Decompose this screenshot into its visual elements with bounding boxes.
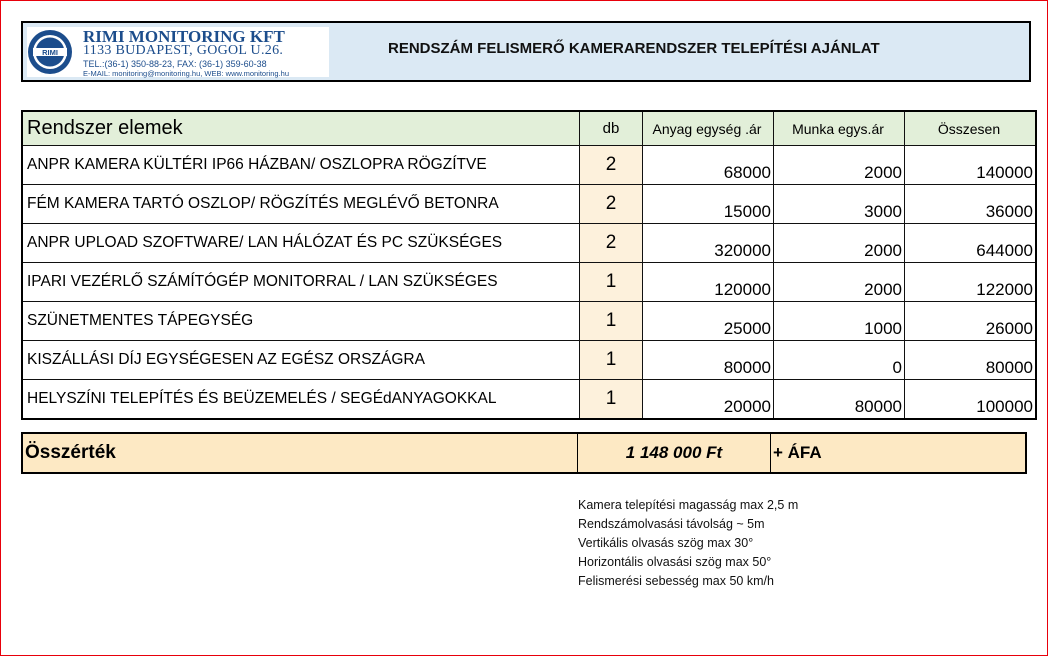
item-material-price: 25000	[723, 319, 771, 338]
item-labor-price: 1000	[864, 319, 902, 338]
table-row	[22, 302, 1036, 341]
table-row	[22, 185, 1036, 224]
note-item: Rendszámolvasási távolság ~ 5m	[578, 517, 765, 531]
header-labor-price: Munka egys.ár	[774, 111, 905, 146]
item-total: 140000	[976, 163, 1033, 182]
company-name: RIMI MONITORING KFT	[83, 27, 285, 46]
logo-emblem-text: RIMI	[42, 48, 58, 57]
item-name: IPARI VEZÉRLŐ SZÁMÍTÓGÉP MONITORRAL / LAN SZÜKSÉGES	[22, 263, 580, 302]
total-row	[21, 432, 1027, 474]
note-item: Horizontális olvasási szög max 50°	[578, 555, 772, 569]
item-total: 36000	[985, 202, 1033, 221]
total-value: 1 148 000 Ft	[578, 434, 771, 472]
table-row	[22, 380, 1036, 420]
item-qty: 1	[580, 302, 643, 341]
item-name: ANPR UPLOAD SZOFTWARE/ LAN HÁLÓZAT ÉS PC SZÜKSÉGES	[22, 224, 580, 263]
item-total: 80000	[985, 358, 1033, 377]
item-qty: 1	[580, 380, 643, 420]
item-qty: 2	[580, 146, 643, 185]
item-name: SZÜNETMENTES TÁPEGYSÉG	[22, 302, 580, 341]
item-labor-price: 0	[892, 358, 902, 377]
item-name: HELYSZÍNI TELEPÍTÉS ÉS BEÜZEMELÉS / SEGÉdANYAGOKKAL	[22, 380, 580, 420]
table-row	[22, 224, 1036, 263]
item-qty: 1	[580, 263, 643, 302]
header-qty: db	[580, 111, 643, 146]
item-labor-price: 3000	[864, 202, 902, 221]
item-qty: 2	[580, 224, 643, 263]
item-material-price: 80000	[723, 358, 771, 377]
table-row	[22, 146, 1036, 185]
note-item: Kamera telepítési magasság max 2,5 m	[578, 498, 799, 512]
item-material-price: 320000	[714, 241, 771, 260]
item-total: 26000	[985, 319, 1033, 338]
company-logo-icon	[27, 29, 73, 75]
company-email-web: E-MAIL: monitoring@monitoring.hu, WEB: www.monitoring.hu	[83, 69, 290, 78]
document-header	[21, 21, 1031, 82]
document-title: RENDSZÁM FELISMERŐ KAMERARENDSZER TELEPÍTÉSI AJÁNLAT	[388, 40, 880, 57]
item-material-price: 15000	[723, 202, 771, 221]
note-item: Vertikális olvasás szög max 30°	[578, 536, 754, 550]
item-material-price: 20000	[723, 397, 771, 416]
offer-table	[21, 110, 1037, 420]
item-material-price: 68000	[723, 163, 771, 182]
technical-notes	[578, 496, 798, 591]
item-labor-price: 2000	[864, 163, 902, 182]
company-address: 1133 BUDAPEST, GOGOL U.26.	[83, 43, 284, 58]
item-material-price: 120000	[714, 280, 771, 299]
item-labor-price: 2000	[864, 241, 902, 260]
table-header-row	[22, 111, 1036, 146]
company-phone-fax: TEL.:(36-1) 350-88-23, FAX: (36-1) 359-60-38	[83, 59, 267, 69]
item-name: FÉM KAMERA TARTÓ OSZLOP/ RÖGZÍTÉS MEGLÉVŐ BETONRA	[22, 185, 580, 224]
header-material-price: Anyag egység .ár	[643, 111, 774, 146]
total-vat-note: + ÁFA	[773, 443, 822, 462]
item-name: KISZÁLLÁSI DÍJ EGYSÉGESEN AZ EGÉSZ ORSZÁGRA	[22, 341, 580, 380]
item-qty: 2	[580, 185, 643, 224]
note-item: Felismerési sebesség max 50 km/h	[578, 574, 774, 588]
table-row	[22, 263, 1036, 302]
item-total: 100000	[976, 397, 1033, 416]
item-total: 644000	[976, 241, 1033, 260]
header-items: Rendszer elemek	[22, 111, 580, 146]
item-labor-price: 2000	[864, 280, 902, 299]
total-label: Összérték	[23, 434, 578, 472]
item-qty: 1	[580, 341, 643, 380]
item-labor-price: 80000	[854, 397, 902, 416]
item-name: ANPR KAMERA KÜLTÉRI IP66 HÁZBAN/ OSZLOPRA RÖGZÍTVE	[22, 146, 580, 185]
header-total: Összesen	[905, 111, 1037, 146]
company-logo-block	[27, 27, 329, 77]
table-row	[22, 341, 1036, 380]
item-total: 122000	[976, 280, 1033, 299]
